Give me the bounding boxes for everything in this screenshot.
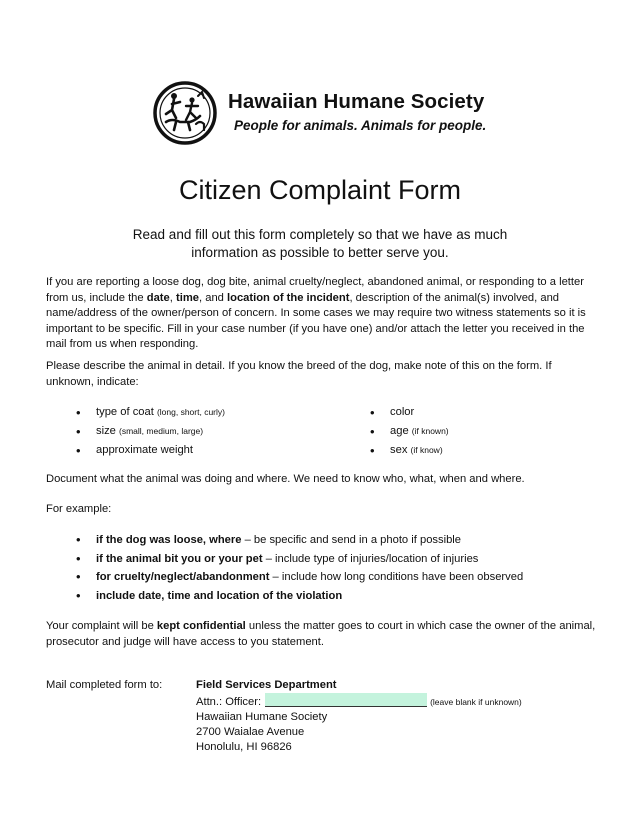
list-item: • age (if known)	[370, 422, 449, 441]
reporting-instructions	[46, 275, 596, 353]
example-list	[76, 531, 596, 605]
attn-line	[196, 693, 596, 710]
instructions-bold-time: time	[175, 291, 199, 304]
humane-society-logo-icon	[152, 80, 218, 146]
list-item: • for cruelty/neglect/abandonment – include how long conditions have been observed	[76, 568, 596, 587]
list-item: • if the animal bit you or your pet – include type of injuries/location of injuries	[76, 550, 596, 569]
document-behavior-text: Document what the animal was doing and where. We need to know who, what, when and where.	[46, 473, 525, 485]
list-item: • type of coat (long, short, curly)	[76, 403, 225, 422]
page-title: Citizen Complaint Form	[178, 175, 462, 205]
instructions-text-2: , description of the animal(s) involved, and name/address of the owner/person of concern. In some cases we may require two witness statements so it is important to be specific. Fill in your case number (if you have one) and/or attach the letter you received in the mail from us when responding.	[46, 291, 586, 350]
for-example-text: For example:	[46, 503, 112, 515]
org-header	[152, 80, 492, 148]
attn-note: (leave blank if unknown)	[430, 697, 522, 707]
confidentiality-text: Your complaint will be kept confidential unless the matter goes to court in which case the owner of the animal, prosecutor and judge will have access to you statement.	[46, 620, 596, 648]
attribute-list-left	[76, 403, 225, 460]
instructions-sep-2: , and	[199, 291, 227, 304]
address-org: Hawaiian Humane Society	[196, 711, 328, 723]
confidential-bold: kept confidential	[156, 620, 246, 632]
org-tagline: People for animals. Animals for people.	[234, 118, 487, 133]
mail-label: Mail completed form to:	[46, 679, 163, 691]
list-item: • include date, time and location of the violation	[76, 587, 596, 606]
describe-animal-text: Please describe the animal in detail. If you know the breed of the dog, make note of this on the form. If unknown, indicate:	[46, 360, 552, 388]
org-name: Hawaiian Humane Society	[228, 90, 485, 113]
address-street: 2700 Waialae Avenue	[196, 726, 305, 738]
department-name: Field Services Department	[196, 679, 337, 691]
attn-label: Attn.: Officer:	[196, 696, 262, 708]
officer-name-field[interactable]	[265, 693, 427, 707]
list-item: • sex (if know)	[370, 441, 449, 460]
instructions-text-1: If you are reporting a loose dog, dog bite, animal cruelty/neglect, abandoned animal, or responding to a letter from us, include the	[46, 276, 584, 304]
list-item: • approximate weight	[76, 441, 225, 460]
list-item: • if the dog was loose, where – be specific and send in a photo if possible	[76, 531, 596, 550]
address-city: Honolulu, HI 96826	[196, 741, 292, 753]
instructions-bold-location: location of the incident	[227, 291, 350, 304]
attribute-list-right	[370, 403, 449, 460]
intro-text: Read and fill out this form completely so that we have as much information as possible to better serve you.	[132, 227, 508, 260]
list-item: • size (small, medium, large)	[76, 422, 225, 441]
list-item: • color	[370, 403, 449, 422]
instructions-bold-date: date	[146, 291, 170, 304]
instructions-sep-1: ,	[169, 291, 176, 304]
mailing-address	[196, 678, 596, 755]
